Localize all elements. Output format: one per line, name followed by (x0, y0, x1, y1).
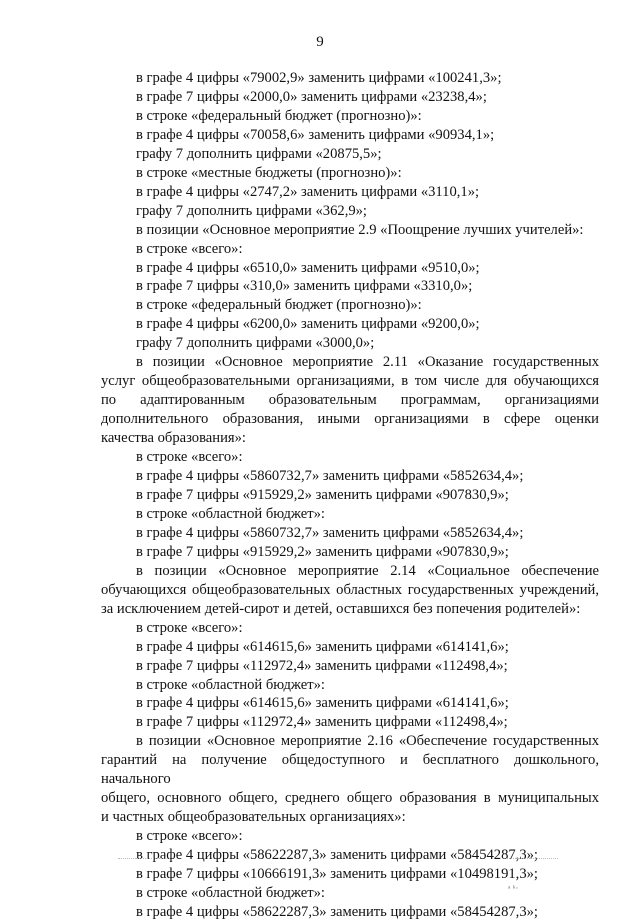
text-line: в графе 4 цифры «614615,6» заменить цифрами «614141,6»; (136, 638, 509, 655)
text-line: в графе 4 цифры «6200,0» заменить цифрами «9200,0»; (136, 316, 480, 333)
scan-artifact-left (118, 858, 170, 860)
text-line: в строке «областной бюджет»: (136, 505, 325, 522)
text-line: в строке «местные бюджеты (прогнозно)»: (136, 164, 402, 181)
text-line: в графе 4 цифры «5860732,7» заменить цифрами «5852634,4»; (136, 524, 524, 541)
text-line: в графе 4 цифры «70058,6» заменить цифрами «90934,1»; (136, 126, 495, 143)
paragraph-line: услуг общеобразовательными организациями, в том числе для обучающихся (101, 373, 599, 390)
footer-mark: ᵃ ᵏ· (508, 883, 519, 893)
text-line: в графе 7 цифры «10666191,3» заменить цифрами «10498191,3»; (136, 866, 538, 883)
text-line: в графе 4 цифры «614615,6» заменить цифрами «614141,6»; (136, 695, 509, 712)
paragraph-line: гарантий на получение общедоступного и бесплатного дошкольного, начального (101, 752, 599, 788)
text-line: в строке «всего»: (136, 619, 243, 636)
paragraph-line: в позиции «Основное мероприятие 2.16 «Обеспечение государственных (136, 733, 599, 750)
document-body (101, 69, 599, 922)
text-line: в строке «всего»: (136, 240, 243, 257)
text-line: в графе 4 цифры «79002,9» заменить цифрами «100241,3»; (136, 70, 502, 86)
text-line: в графе 4 цифры «58622287,3» заменить цифрами «58454287,3»; (136, 903, 538, 920)
text-line: графу 7 дополнить цифрами «3000,0»; (136, 335, 375, 352)
text-line: в позиции «Основное мероприятие 2.9 «Поощрение лучших учителей»: (136, 221, 584, 238)
text-line: в строке «всего»: (136, 449, 243, 466)
paragraph-line: качества образования»: (101, 430, 246, 447)
text-line: в графе 4 цифры «6510,0» заменить цифрами «9510,0»; (136, 259, 480, 276)
text-line: в строке «областной бюджет»: (136, 676, 325, 693)
text-line: в графе 7 цифры «112972,4» заменить цифрами «112498,4»; (136, 657, 508, 674)
paragraph-line: в позиции «Основное мероприятие 2.14 «Социальное обеспечение (136, 562, 599, 579)
text-line: графу 7 дополнить цифрами «20875,5»; (136, 145, 382, 162)
text-line: в графе 4 цифры «58622287,3» заменить цифрами «58454287,3»; (136, 847, 538, 864)
paragraph-line: и частных общеобразовательных организациях»: (101, 809, 406, 826)
text-line: в графе 7 цифры «310,0» заменить цифрами «3310,0»; (136, 278, 473, 295)
paragraph-line: в позиции «Основное мероприятие 2.11 «Оказание государственных (136, 354, 599, 371)
paragraph-line: по адаптированным образовательным программам, организациями (101, 392, 599, 409)
paragraph-line: за исключением детей-сирот и детей, оставшихся без попечения родителей»: (101, 600, 581, 617)
text-line: в строке «федеральный бюджет (прогнозно)»: (136, 297, 422, 314)
text-line: в графе 4 цифры «5860732,7» заменить цифрами «5852634,4»; (136, 468, 524, 485)
text-line: в графе 7 цифры «2000,0» заменить цифрами «23238,4»; (136, 88, 487, 105)
text-line: в графе 4 цифры «2747,2» заменить цифрами «3110,1»; (136, 183, 480, 200)
text-line: в графе 7 цифры «915929,2» заменить цифрами «907830,9»; (136, 486, 509, 503)
paragraph-line: дополнительного образования, иными организациями в сфере оценки (101, 411, 599, 428)
text-line: графу 7 дополнить цифрами «362,9»; (136, 202, 367, 219)
text-line: в графе 7 цифры «112972,4» заменить цифрами «112498,4»; (136, 714, 508, 731)
scan-artifact-right (506, 858, 558, 860)
page-number: 9 (316, 34, 324, 50)
text-line: в строке «федеральный бюджет (прогнозно)»: (136, 107, 422, 124)
text-line: в строке «областной бюджет»: (136, 884, 325, 901)
paragraph-line: обучающихся общеобразовательных областных государственных учреждений, (101, 581, 599, 598)
text-line: в графе 7 цифры «915929,2» заменить цифрами «907830,9»; (136, 543, 509, 560)
text-line: в строке «всего»: (136, 828, 243, 845)
paragraph-line: общего, основного общего, среднего общего образования в муниципальных (101, 790, 599, 807)
